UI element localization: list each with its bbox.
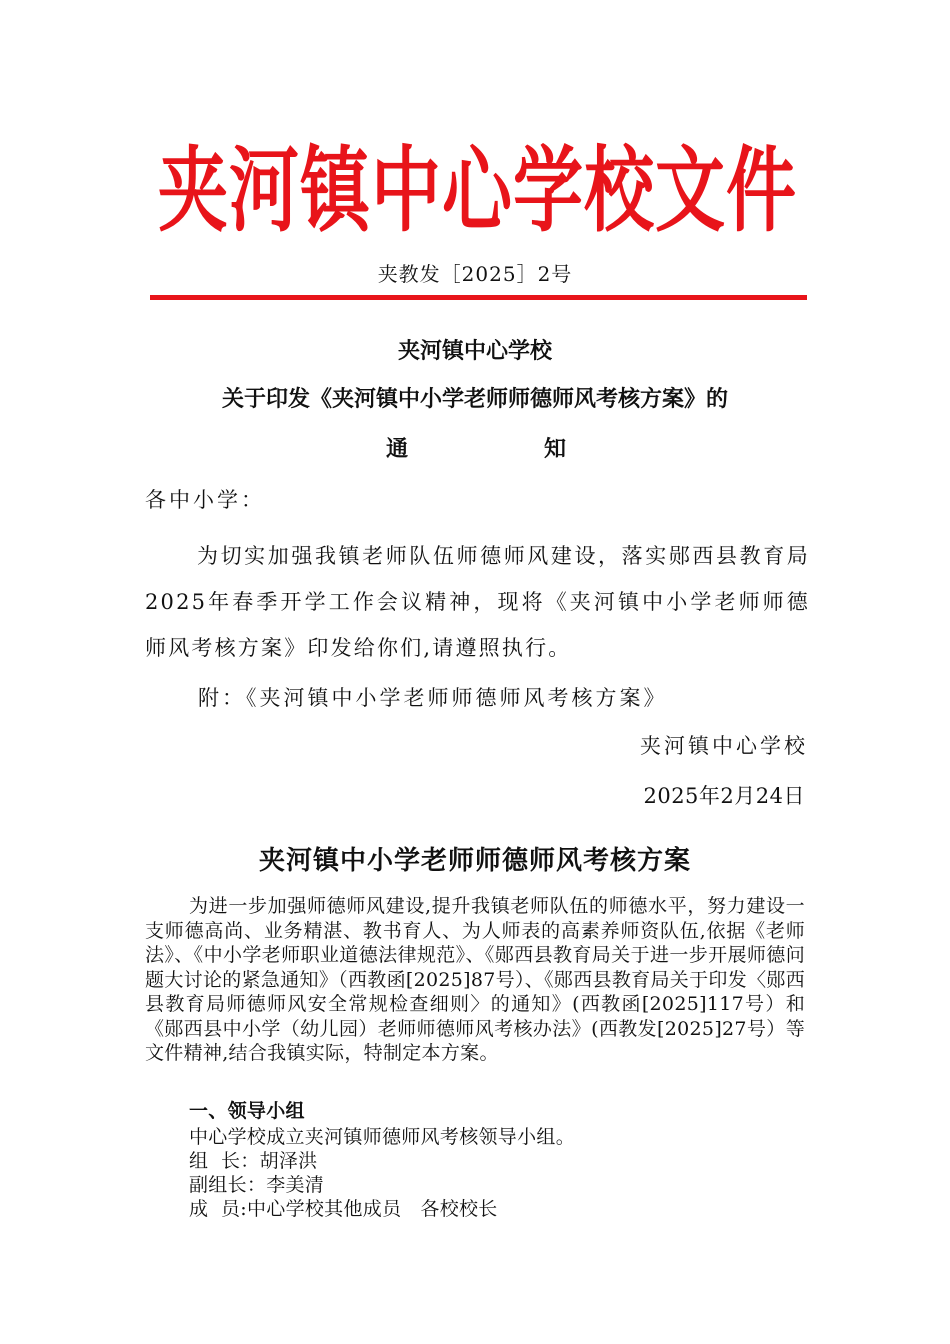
masthead-title: 夹河镇中心学校文件	[158, 136, 797, 245]
notice-body: 为切实加强我镇老师队伍师德师风建设，落实郧西县教育局2025年春季开学工作会议精神，现将《夹河镇中小学老师师德师风考核方案》印发给你们,请遵照执行。	[145, 544, 810, 660]
leadership-leader: 组 长：胡泽洪	[189, 1150, 318, 1172]
leadership-deputy: 副组长：李美清	[189, 1174, 325, 1196]
attachment-line: 附：《夹河镇中小学老师师德师风考核方案》	[198, 686, 668, 710]
plan-title: 夹河镇中小学老师师德师风考核方案	[258, 846, 691, 876]
notice-title-line-1: 夹河镇中心学校	[397, 339, 552, 364]
notice-title-char-1: 通	[386, 437, 409, 462]
notice-title-line-3	[386, 432, 566, 463]
plan-intro: 为进一步加强师德师风建设,提升我镇老师队伍的师德水平，努力建设一支师德高尚、业务精湛、教书育人、为人师表的高素养师资队伍,依据《老师法》、《中小学老师职业道德法律规范》、《郧西县教育局关于进一步开展师德问题大讨论的紧急通知》（西教函[2025]87号）、《郧西县教育局关于印发〈郧西县教育局师德师风安全常规检查细则〉的通知》(西教函[2025]117号）和《郧西县中小学（幼儿园）老师师德师风考核办法》(西教发[2025]27号）等文件精神,结合我镇实际，特制定本方案。	[145, 895, 805, 1064]
leadership-intro: 中心学校成立夹河镇师德师风考核领导小组。	[189, 1126, 576, 1148]
salutation: 各中小学：	[145, 488, 265, 512]
red-divider-line	[150, 295, 807, 300]
notice-title-line-2: 关于印发《夹河镇中小学老师师德师风考核方案》的	[221, 387, 728, 412]
issue-date: 2025年2月24日	[643, 784, 805, 808]
section-heading-leadership: 一、领导小组	[189, 1100, 305, 1122]
document-number: 夹教发［2025］2号	[377, 262, 573, 286]
leadership-members: 成 员:中心学校其他成员 各校校长	[189, 1198, 498, 1220]
notice-title-char-2: 知	[543, 437, 566, 462]
signature: 夹河镇中心学校	[640, 734, 808, 758]
